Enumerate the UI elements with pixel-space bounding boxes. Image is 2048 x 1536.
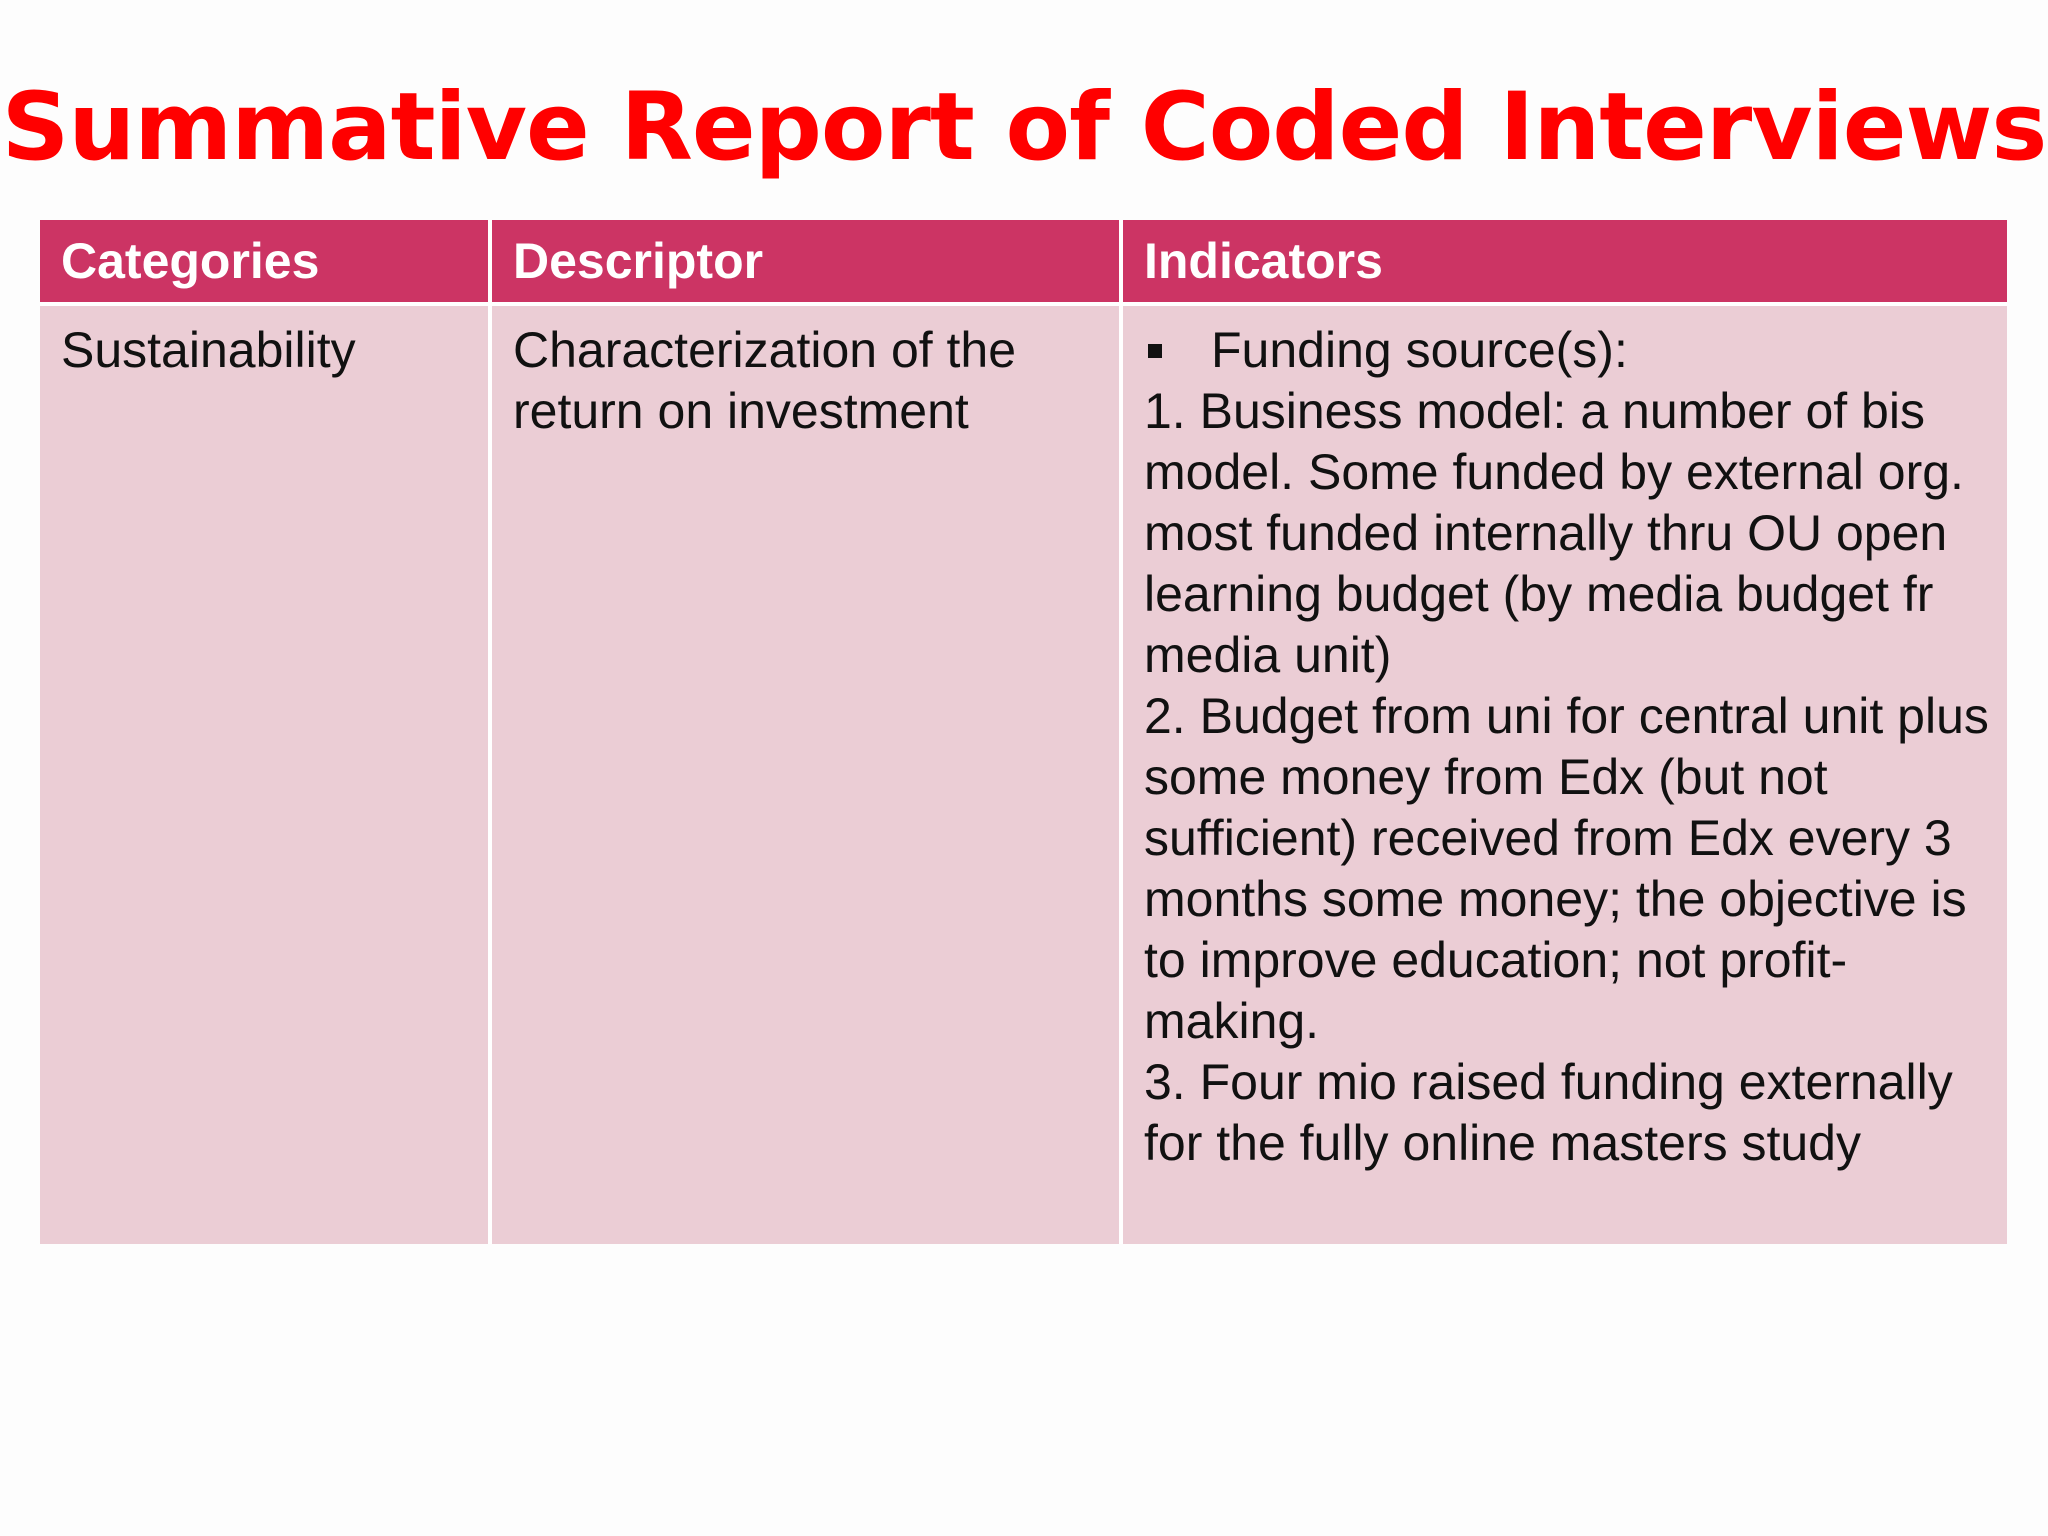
category-cell: Sustainability (40, 306, 488, 1244)
indicators-cell (1123, 306, 2007, 1244)
table-row (40, 306, 2007, 1244)
indicator-item-3: 3. Four mio raised funding externally for the fully online masters study (1144, 1054, 1953, 1171)
header-indicators: Indicators (1123, 220, 2007, 302)
indicator-bullet-item (1144, 320, 1993, 381)
indicator-item-2: 2. Budget from uni for central unit plus some money from Edx (but not sufficient) received from Edx every 3 months some money; the objective is to improve education; not profit-making. (1144, 688, 1989, 1049)
header-descriptor: Descriptor (492, 220, 1119, 302)
table-header-row (40, 220, 2007, 302)
slide-title: Summative Report of Coded Interviews (1, 73, 2047, 182)
indicator-item-1: 1. Business model: a number of bis model. Some funded by external org. most funded internally thru OU open learning budget (by media budget fr media unit) (1144, 383, 1964, 683)
indicator-bullet-text: Funding source(s): (1211, 322, 1628, 378)
coded-interviews-table (40, 220, 2007, 1244)
descriptor-cell: Characterization of the return on investment (492, 306, 1119, 1244)
square-bullet-icon (1148, 344, 1162, 358)
header-categories: Categories (40, 220, 488, 302)
